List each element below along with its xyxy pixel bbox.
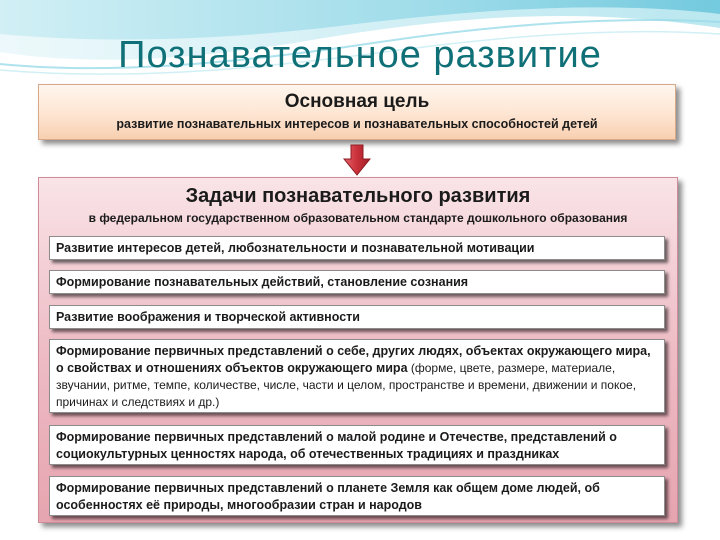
main-goal-text: развитие познавательных интересов и познавательных способностей детей (116, 117, 598, 131)
tasks-subtitle: в федеральном государственном образовательном стандарте дошкольного образования (88, 211, 628, 225)
tasks-title: Задачи познавательного развития (185, 185, 531, 207)
task-item (49, 270, 665, 294)
task-item (49, 425, 665, 465)
slide-title: Познавательное развитие (118, 34, 602, 76)
task-text: Формирование первичных представлений о малой родине и Отечестве, представлений о социокультурных ценностях народа, об отечественных традициях и праздниках (56, 430, 617, 461)
task-item (49, 339, 665, 413)
task-item (49, 236, 665, 260)
main-goal-box (38, 84, 676, 140)
task-text: Формирование первичных представлений о себе, других людях, объектах окружающего мира, о свойствах и отношениях объектов окружающего мира (56, 344, 651, 375)
task-text: Формирование первичных представлений о планете Земля как общем доме людей, об особенностях её природы, многообразии стран и народов (56, 481, 600, 512)
task-text: Развитие интересов детей, любознательности и познавательной мотивации (56, 241, 535, 255)
task-item (49, 305, 665, 329)
task-item (49, 476, 665, 516)
tasks-panel (38, 177, 678, 523)
task-extra-text: (форме, цвете, размере, материале, звучании, ритме, темпе, количестве, числе, части и целом, пространстве и времени, движении и покое, причинах и следствиях и др.) (56, 361, 637, 409)
arrow-down-icon (343, 144, 371, 176)
main-goal-title: Основная цель (284, 91, 430, 112)
task-text: Формирование познавательных действий, становление сознания (56, 275, 469, 289)
task-text: Развитие воображения и творческой активности (56, 310, 360, 324)
